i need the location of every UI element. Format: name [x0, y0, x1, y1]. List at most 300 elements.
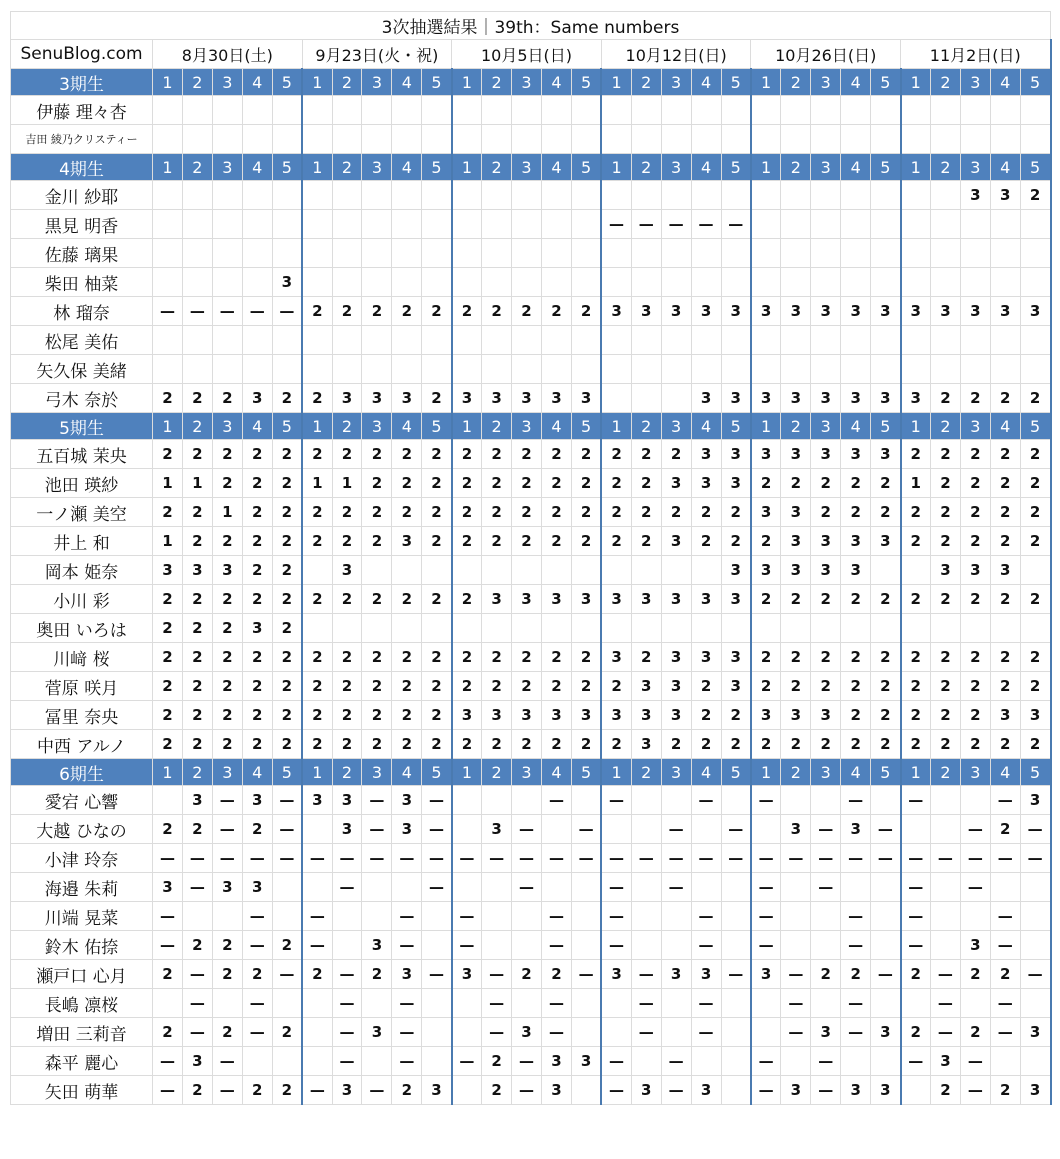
result-cell: 2 [242, 527, 272, 556]
result-cell [871, 181, 901, 210]
result-cell: — [841, 844, 871, 873]
result-cell: 3 [990, 701, 1020, 730]
slot-number: 2 [781, 69, 811, 96]
result-cell: — [601, 786, 631, 815]
result-cell: 2 [212, 440, 242, 469]
slot-number: 4 [990, 413, 1020, 440]
result-cell: 2 [841, 672, 871, 701]
result-cell: 2 [901, 440, 931, 469]
slot-number: 2 [182, 154, 212, 181]
result-cell: 2 [302, 672, 332, 701]
result-cell [811, 326, 841, 355]
result-cell: 3 [990, 556, 1020, 585]
result-cell: — [392, 1047, 422, 1076]
result-cell [212, 181, 242, 210]
result-cell: 3 [272, 268, 302, 297]
result-cell: 1 [212, 498, 242, 527]
result-cell: 2 [362, 498, 392, 527]
result-cell [422, 268, 452, 297]
result-cell: 2 [242, 469, 272, 498]
result-cell: 2 [422, 440, 452, 469]
result-cell: — [601, 1076, 631, 1105]
result-cell: — [721, 210, 751, 239]
result-cell: 2 [571, 297, 601, 326]
result-cell [1020, 239, 1050, 268]
result-cell: — [153, 931, 183, 960]
result-cell: 2 [153, 440, 183, 469]
result-cell [691, 96, 721, 125]
result-cell [302, 181, 332, 210]
result-cell: 3 [751, 297, 781, 326]
result-cell [990, 614, 1020, 643]
result-cell [751, 268, 781, 297]
result-cell: 3 [841, 384, 871, 413]
result-cell: 2 [422, 498, 452, 527]
member-name: 奥田 いろは [11, 614, 153, 643]
slot-number: 3 [512, 154, 542, 181]
result-cell: 2 [153, 815, 183, 844]
slot-number: 4 [990, 69, 1020, 96]
result-cell [571, 268, 601, 297]
member-name: 長嶋 凛桜 [11, 989, 153, 1018]
result-cell [512, 989, 542, 1018]
result-cell [422, 125, 452, 154]
result-cell [661, 268, 691, 297]
member-name: 柴田 柚菜 [11, 268, 153, 297]
result-cell: 2 [512, 297, 542, 326]
result-cell: 2 [601, 469, 631, 498]
generation-label: 3期生 [11, 69, 153, 96]
result-cell: 2 [691, 527, 721, 556]
result-cell: — [332, 873, 362, 902]
slot-number: 2 [182, 413, 212, 440]
result-cell [541, 181, 571, 210]
result-cell: 3 [751, 701, 781, 730]
member-row [11, 960, 1051, 989]
result-cell [571, 902, 601, 931]
result-cell: 2 [482, 297, 512, 326]
result-cell: — [422, 844, 452, 873]
result-cell [392, 239, 422, 268]
result-cell: — [781, 960, 811, 989]
result-cell: — [212, 844, 242, 873]
result-cell [482, 239, 512, 268]
result-cell: — [960, 873, 990, 902]
result-cell [930, 902, 960, 931]
result-cell: 3 [392, 384, 422, 413]
result-cell: 2 [930, 440, 960, 469]
result-cell [781, 125, 811, 154]
result-cell: 3 [841, 815, 871, 844]
result-cell: — [212, 786, 242, 815]
slot-number: 4 [392, 154, 422, 181]
result-cell: 2 [332, 643, 362, 672]
result-cell: 2 [512, 672, 542, 701]
result-cell: 2 [212, 931, 242, 960]
result-cell: — [392, 1018, 422, 1047]
result-cell: 2 [990, 469, 1020, 498]
member-name: 愛宕 心響 [11, 786, 153, 815]
result-cell [631, 355, 661, 384]
result-cell: — [901, 931, 931, 960]
result-cell [1020, 355, 1050, 384]
result-cell [242, 355, 272, 384]
slot-number: 4 [242, 413, 272, 440]
result-cell: 3 [362, 384, 392, 413]
result-cell [901, 989, 931, 1018]
result-cell [841, 268, 871, 297]
result-cell [930, 239, 960, 268]
result-cell [661, 989, 691, 1018]
result-cell: 3 [242, 873, 272, 902]
member-name: 鈴木 佑捺 [11, 931, 153, 960]
result-cell: — [751, 873, 781, 902]
result-cell [871, 556, 901, 585]
result-cell [302, 1047, 332, 1076]
member-row [11, 931, 1051, 960]
slot-number: 4 [990, 759, 1020, 786]
result-cell: — [751, 902, 781, 931]
result-cell: 2 [811, 585, 841, 614]
result-cell: 3 [721, 672, 751, 701]
result-cell: — [182, 297, 212, 326]
result-cell [901, 268, 931, 297]
result-cell [691, 355, 721, 384]
result-cell: 2 [153, 498, 183, 527]
result-cell: 2 [482, 672, 512, 701]
member-name: 佐藤 璃果 [11, 239, 153, 268]
result-cell: 2 [781, 469, 811, 498]
result-cell [362, 125, 392, 154]
member-row [11, 873, 1051, 902]
result-cell [242, 181, 272, 210]
slot-number: 3 [212, 759, 242, 786]
result-cell: 2 [512, 730, 542, 759]
result-cell: — [242, 931, 272, 960]
result-cell: — [512, 873, 542, 902]
slot-number: 1 [302, 69, 332, 96]
result-cell [541, 873, 571, 902]
result-cell: 2 [901, 730, 931, 759]
result-cell: 2 [362, 469, 392, 498]
result-cell: — [751, 786, 781, 815]
result-cell: 2 [332, 730, 362, 759]
result-cell [571, 931, 601, 960]
result-cell: 2 [661, 498, 691, 527]
result-cell [272, 181, 302, 210]
result-cell: — [212, 297, 242, 326]
result-cell: 3 [721, 643, 751, 672]
result-cell [482, 355, 512, 384]
slot-number: 5 [871, 154, 901, 181]
slot-number: 1 [153, 759, 183, 786]
result-cell: 2 [901, 643, 931, 672]
result-cell [811, 355, 841, 384]
result-cell: 2 [541, 730, 571, 759]
result-cell: 2 [272, 643, 302, 672]
member-name: 吉田 綾乃クリスティー [11, 125, 153, 154]
result-cell [960, 268, 990, 297]
result-cell: — [901, 873, 931, 902]
result-cell: 2 [242, 672, 272, 701]
member-name: 冨里 奈央 [11, 701, 153, 730]
result-cell: 3 [661, 643, 691, 672]
result-cell [871, 326, 901, 355]
result-cell: 2 [751, 469, 781, 498]
result-cell: 2 [362, 585, 392, 614]
result-cell: 3 [571, 701, 601, 730]
member-name: 川﨑 桜 [11, 643, 153, 672]
member-row [11, 786, 1051, 815]
member-name: 池田 瑛紗 [11, 469, 153, 498]
result-cell [811, 931, 841, 960]
result-cell: — [930, 989, 960, 1018]
result-cell: 2 [392, 643, 422, 672]
result-cell [601, 125, 631, 154]
result-cell: 2 [482, 527, 512, 556]
result-cell: 2 [182, 1076, 212, 1105]
result-cell: — [182, 1018, 212, 1047]
result-cell [960, 210, 990, 239]
result-cell: 3 [990, 181, 1020, 210]
slot-number: 1 [751, 154, 781, 181]
result-cell: — [601, 902, 631, 931]
slot-number: 1 [153, 154, 183, 181]
result-cell [422, 1047, 452, 1076]
slot-number: 4 [541, 154, 571, 181]
result-cell: 2 [1020, 498, 1050, 527]
result-cell: 2 [272, 440, 302, 469]
member-row [11, 181, 1051, 210]
result-cell: 2 [990, 498, 1020, 527]
result-cell [182, 239, 212, 268]
result-cell [960, 96, 990, 125]
result-cell: 3 [751, 498, 781, 527]
slot-number: 3 [960, 759, 990, 786]
result-cell [781, 902, 811, 931]
result-cell: — [841, 786, 871, 815]
result-cell: — [901, 786, 931, 815]
result-cell: — [601, 844, 631, 873]
result-cell [302, 989, 332, 1018]
result-cell [721, 355, 751, 384]
result-cell: 3 [781, 556, 811, 585]
result-cell: 2 [930, 643, 960, 672]
result-cell [512, 125, 542, 154]
result-cell [691, 268, 721, 297]
result-cell [182, 355, 212, 384]
result-cell: 2 [153, 1018, 183, 1047]
slot-number: 3 [661, 413, 691, 440]
result-cell [960, 786, 990, 815]
result-cell: 2 [422, 701, 452, 730]
date-header: 9月23日(火・祝) [302, 40, 452, 69]
result-cell: — [452, 1047, 482, 1076]
result-cell [153, 125, 183, 154]
result-cell: 2 [272, 730, 302, 759]
result-cell [302, 556, 332, 585]
result-cell [512, 355, 542, 384]
result-cell: 2 [422, 469, 452, 498]
result-cell: 2 [182, 527, 212, 556]
result-cell [601, 614, 631, 643]
result-cell: 1 [302, 469, 332, 498]
result-cell [871, 268, 901, 297]
result-cell: — [512, 1076, 542, 1105]
result-cell [332, 239, 362, 268]
slot-number: 5 [571, 154, 601, 181]
result-cell [930, 614, 960, 643]
result-cell: 3 [811, 440, 841, 469]
result-cell [631, 384, 661, 413]
result-cell [153, 181, 183, 210]
result-cell: 3 [721, 384, 751, 413]
result-cell [212, 326, 242, 355]
result-cell: 3 [990, 297, 1020, 326]
slot-number: 3 [362, 413, 392, 440]
result-cell: 2 [272, 701, 302, 730]
slot-number: 5 [871, 69, 901, 96]
result-cell [571, 96, 601, 125]
result-cell: 3 [691, 1076, 721, 1105]
result-cell [990, 268, 1020, 297]
slot-number: 1 [901, 413, 931, 440]
result-cell [242, 1047, 272, 1076]
result-cell [751, 355, 781, 384]
result-cell: 2 [242, 585, 272, 614]
member-row [11, 125, 1051, 154]
result-cell: — [541, 989, 571, 1018]
result-cell: 3 [182, 1047, 212, 1076]
result-cell: 2 [212, 527, 242, 556]
result-cell [302, 210, 332, 239]
result-cell [422, 902, 452, 931]
result-cell: 2 [541, 498, 571, 527]
member-name: 岡本 姫奈 [11, 556, 153, 585]
result-cell [512, 239, 542, 268]
result-cell: 3 [930, 1047, 960, 1076]
result-cell: 3 [332, 786, 362, 815]
slot-number: 2 [631, 759, 661, 786]
result-cell: — [153, 1076, 183, 1105]
result-cell [930, 210, 960, 239]
result-cell: 2 [362, 672, 392, 701]
result-cell [571, 125, 601, 154]
slot-number: 3 [512, 69, 542, 96]
result-cell [871, 96, 901, 125]
result-cell [212, 902, 242, 931]
result-cell: — [871, 960, 901, 989]
result-cell: 2 [541, 960, 571, 989]
result-cell: — [691, 210, 721, 239]
member-name: 海邉 朱莉 [11, 873, 153, 902]
result-cell: — [1020, 844, 1050, 873]
result-cell: 2 [362, 527, 392, 556]
member-row [11, 498, 1051, 527]
result-cell: 3 [1020, 786, 1050, 815]
result-cell: — [571, 960, 601, 989]
result-cell: 2 [901, 527, 931, 556]
result-cell: 1 [182, 469, 212, 498]
result-cell: — [811, 1047, 841, 1076]
result-cell: — [631, 989, 661, 1018]
result-cell [811, 96, 841, 125]
result-cell [332, 931, 362, 960]
result-cell: 2 [541, 527, 571, 556]
result-cell: 3 [751, 384, 781, 413]
result-cell: 2 [1020, 585, 1050, 614]
result-cell [272, 355, 302, 384]
result-cell [1020, 1047, 1050, 1076]
member-row [11, 210, 1051, 239]
result-cell: 2 [901, 672, 931, 701]
member-row [11, 239, 1051, 268]
result-cell: — [242, 297, 272, 326]
result-cell [751, 815, 781, 844]
result-cell [930, 355, 960, 384]
result-cell: 2 [631, 469, 661, 498]
result-cell: 2 [541, 440, 571, 469]
result-cell [422, 181, 452, 210]
slot-number: 1 [302, 413, 332, 440]
member-row [11, 815, 1051, 844]
slot-number: 3 [811, 154, 841, 181]
slot-number: 5 [571, 69, 601, 96]
result-cell [452, 556, 482, 585]
result-cell [960, 614, 990, 643]
result-cell: 3 [661, 672, 691, 701]
result-cell [990, 239, 1020, 268]
result-cell [751, 210, 781, 239]
result-cell: — [512, 844, 542, 873]
slot-number: 5 [871, 413, 901, 440]
result-cell: 2 [332, 440, 362, 469]
result-cell [302, 239, 332, 268]
result-cell: — [212, 1076, 242, 1105]
result-cell [841, 96, 871, 125]
result-cell: 2 [871, 469, 901, 498]
result-cell: 2 [422, 384, 452, 413]
member-name: 小川 彩 [11, 585, 153, 614]
result-cell [182, 210, 212, 239]
result-cell: 2 [1020, 527, 1050, 556]
result-cell: 2 [182, 498, 212, 527]
result-cell: 2 [153, 960, 183, 989]
member-row [11, 1018, 1051, 1047]
result-cell: 2 [302, 960, 332, 989]
result-cell [392, 96, 422, 125]
result-cell [452, 614, 482, 643]
result-cell [392, 326, 422, 355]
result-cell: 3 [482, 815, 512, 844]
result-cell [452, 1076, 482, 1105]
result-cell: 3 [871, 1076, 901, 1105]
result-cell: — [661, 815, 691, 844]
result-cell: 2 [392, 440, 422, 469]
result-cell: — [512, 815, 542, 844]
result-cell [751, 239, 781, 268]
result-cell: 1 [153, 469, 183, 498]
result-cell [721, 1018, 751, 1047]
result-cell [422, 614, 452, 643]
result-cell [960, 125, 990, 154]
result-cell: — [571, 815, 601, 844]
result-cell: 2 [242, 730, 272, 759]
result-cell: 3 [601, 297, 631, 326]
result-cell: 2 [212, 384, 242, 413]
result-cell: 3 [541, 1076, 571, 1105]
result-cell: — [392, 844, 422, 873]
